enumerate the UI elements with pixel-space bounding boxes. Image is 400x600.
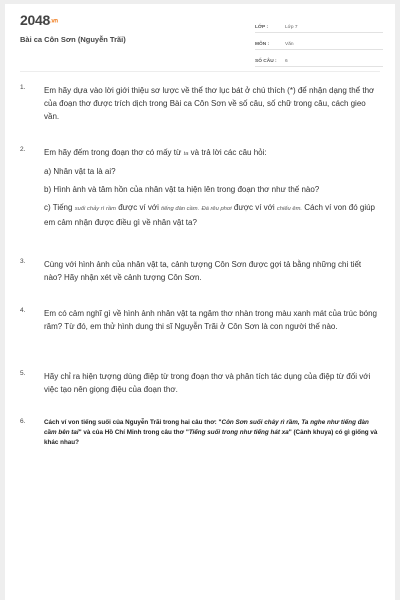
sub-c-italic: tiếng đàn cầm.	[161, 206, 200, 212]
question-2	[20, 146, 380, 234]
logo-suffix-text: .vn	[49, 18, 58, 25]
question-text	[44, 146, 380, 161]
sub-question-b: b) Hình ảnh và tâm hồn của nhân vật ta hiện lên trong đoạn thơ như thế nào?	[44, 185, 320, 194]
question-text: Em hãy dựa vào lời giới thiệu sơ lược về thể thơ lục bát ở chú thích (*) để nhận dạng thể thơ của đoạn thơ được trích dịch trong Bài ca Côn Sơn về số câu, số chữ trong câu, cách gieo vần.	[44, 86, 375, 121]
logo-main-text: 2048	[20, 12, 50, 28]
header-divider	[20, 71, 380, 72]
question-number: 1.	[20, 84, 26, 91]
question-number: 6.	[20, 418, 26, 425]
sub-c-italic: Đá rêu phơi	[201, 206, 232, 212]
question-6	[20, 418, 380, 448]
question-text-part: " và của Hồ Chí Minh trong câu thơ "	[78, 429, 189, 436]
meta-row-class	[255, 18, 383, 33]
sub-question-c	[44, 201, 380, 229]
meta-label-subject: MÔN :	[255, 42, 270, 47]
question-text	[44, 418, 380, 448]
question-lead: Em hãy đếm trong đoạn thơ có mấy từ	[44, 148, 182, 157]
question-text-part: " (Cảnh khuya) có gì giống và khác nhau?	[44, 429, 378, 446]
question-number: 5.	[20, 370, 26, 377]
question-3	[20, 258, 380, 284]
sub-c-text: c) Tiếng	[44, 203, 73, 212]
sub-c-italic: chiếu êm.	[276, 206, 303, 212]
worksheet-header	[5, 4, 395, 72]
question-text-part: Cách ví von tiếng suối của Nguyễn Trãi trong hai câu thơ: "	[44, 419, 222, 426]
meta-value-subject: Văn	[285, 42, 294, 47]
question-number: 2.	[20, 146, 26, 153]
poem-quote: Tiếng suối trong như tiếng hát xa	[188, 429, 289, 436]
question-number: 3.	[20, 258, 26, 265]
meta-value-count: 6	[285, 59, 288, 64]
sub-c-text: Cách ví von đó giúp em cảm nhận được điều gì về nhân vật ta?	[44, 203, 375, 227]
question-text: Em có cảm nghĩ gì về hình ảnh nhân vật ta ngâm thơ nhàn trong màu xanh mát của trúc bóng râm? Từ đó, em thử hình dung thi sĩ Nguyễn Trãi ở Côn Sơn là con người thế nào.	[44, 309, 378, 331]
sub-c-italic: suối chảy rì rầm	[74, 206, 116, 212]
question-1	[20, 84, 380, 123]
lesson-title: Bài ca Côn Sơn (Nguyễn Trãi)	[20, 35, 126, 44]
sub-questions	[44, 165, 380, 229]
meta-label-class: LỚP :	[255, 25, 269, 30]
question-lead-end: và trả lời các câu hỏi:	[190, 148, 267, 157]
question-number: 4.	[20, 307, 26, 314]
meta-row-subject	[255, 35, 383, 50]
question-text: Cùng với hình ảnh của nhân vật ta, cảnh tượng Côn Sơn được gợi tả bằng những chi tiết nào? Hãy nhận xét về cảnh tượng Côn Sơn.	[44, 260, 362, 282]
meta-row-count	[255, 52, 383, 67]
question-5	[20, 370, 380, 396]
lesson-meta	[255, 18, 383, 69]
sub-c-text: được ví với	[118, 203, 159, 212]
question-4	[20, 307, 380, 333]
sub-question-a: a) Nhân vật ta là ai?	[44, 167, 116, 176]
meta-value-class: Lớp 7	[285, 25, 298, 30]
question-lead-italic: ta	[183, 151, 189, 157]
question-text: Hãy chỉ ra hiện tượng dùng điệp từ trong đoạn thơ và phân tích tác dụng của điệp từ đối với việc tạo nên giọng điệu của đoạn thơ.	[44, 372, 371, 394]
sub-c-text: được ví với	[233, 203, 275, 212]
site-logo[interactable]	[20, 12, 58, 28]
meta-label-count: SỐ CÂU :	[255, 59, 277, 64]
worksheet-page	[5, 4, 395, 600]
poem-quote: Côn Sơn suối chảy rì rầm, Ta nghe như tiếng đàn cầm bên tai	[44, 419, 369, 436]
